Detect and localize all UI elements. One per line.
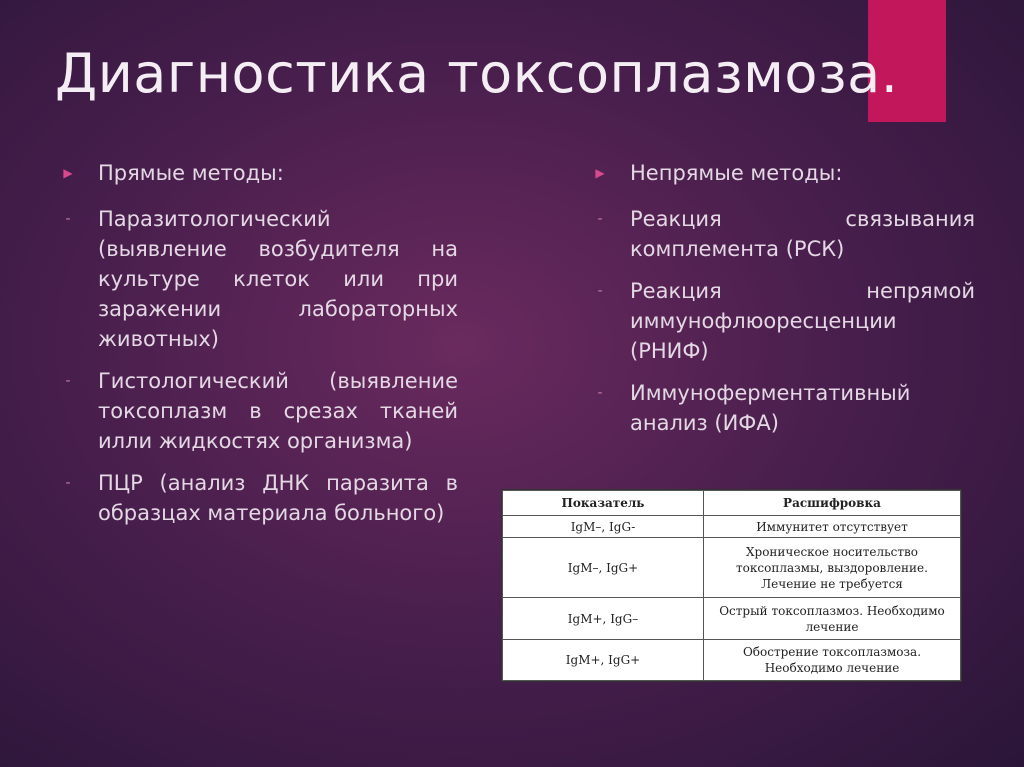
indicator-cell: IgM–, IgG+ [503, 538, 704, 598]
indirect-methods-heading [590, 158, 975, 188]
indirect-methods-column [590, 158, 975, 450]
table-row [503, 538, 961, 598]
list-item-text: Паразитологический (выявление возбудителя на культуре клеток или при заражении лабораторных животных) [98, 207, 458, 351]
list-item-text: ПЦР (анализ ДНК паразита в образцах материала больного) [98, 471, 458, 525]
heading-text: Прямые методы: [98, 161, 284, 185]
dash-bullet-icon: - [597, 211, 603, 227]
list-item [590, 204, 975, 264]
dash-bullet-icon: - [65, 373, 71, 389]
indicator-cell: IgM–, IgG- [503, 516, 704, 538]
interpretation-cell: Хроническое носительство токсоплазмы, выздоровление. Лечение не требуется [704, 538, 961, 598]
interpretation-cell: Обострение токсоплазмоза. Необходимо лечение [704, 639, 961, 680]
table-header-row [503, 491, 961, 516]
interpretation-cell: Острый токсоплазмоз. Необходимо лечение [704, 598, 961, 639]
column-header: Показатель [503, 491, 704, 516]
list-item [58, 468, 458, 528]
triangle-bullet-icon: ▶ [595, 166, 605, 180]
list-item [58, 366, 458, 456]
list-item-text: Реакция связывания комплемента (РСК) [630, 207, 975, 261]
list-item-text: Иммуноферментативный анализ (ИФА) [630, 381, 911, 435]
list-item-text: Реакция непрямой иммунофлюоресценции (РНИФ) [630, 279, 975, 363]
antibody-interpretation-table [501, 489, 962, 682]
dash-bullet-icon: - [65, 475, 71, 491]
heading-text: Непрямые методы: [630, 161, 843, 185]
column-header: Расшифровка [704, 491, 961, 516]
indicator-cell: IgM+, IgG+ [503, 639, 704, 680]
slide-title: Диагностика токсоплазмоза. [55, 42, 899, 105]
interpretation-cell: Иммунитет отсутствует [704, 516, 961, 538]
table-row [503, 598, 961, 639]
direct-methods-column [58, 158, 458, 540]
table-row [503, 639, 961, 680]
dash-bullet-icon: - [597, 283, 603, 299]
list-item-text: Гистологический (выявление токсоплазм в срезах тканей илли жидкостях организма) [98, 369, 458, 453]
list-item [590, 276, 975, 366]
list-item [58, 204, 458, 354]
dash-bullet-icon: - [597, 385, 603, 401]
table-row [503, 516, 961, 538]
triangle-bullet-icon: ▶ [63, 166, 73, 180]
dash-bullet-icon: - [65, 211, 71, 227]
list-item [590, 378, 975, 438]
direct-methods-heading [58, 158, 458, 188]
indicator-cell: IgM+, IgG– [503, 598, 704, 639]
